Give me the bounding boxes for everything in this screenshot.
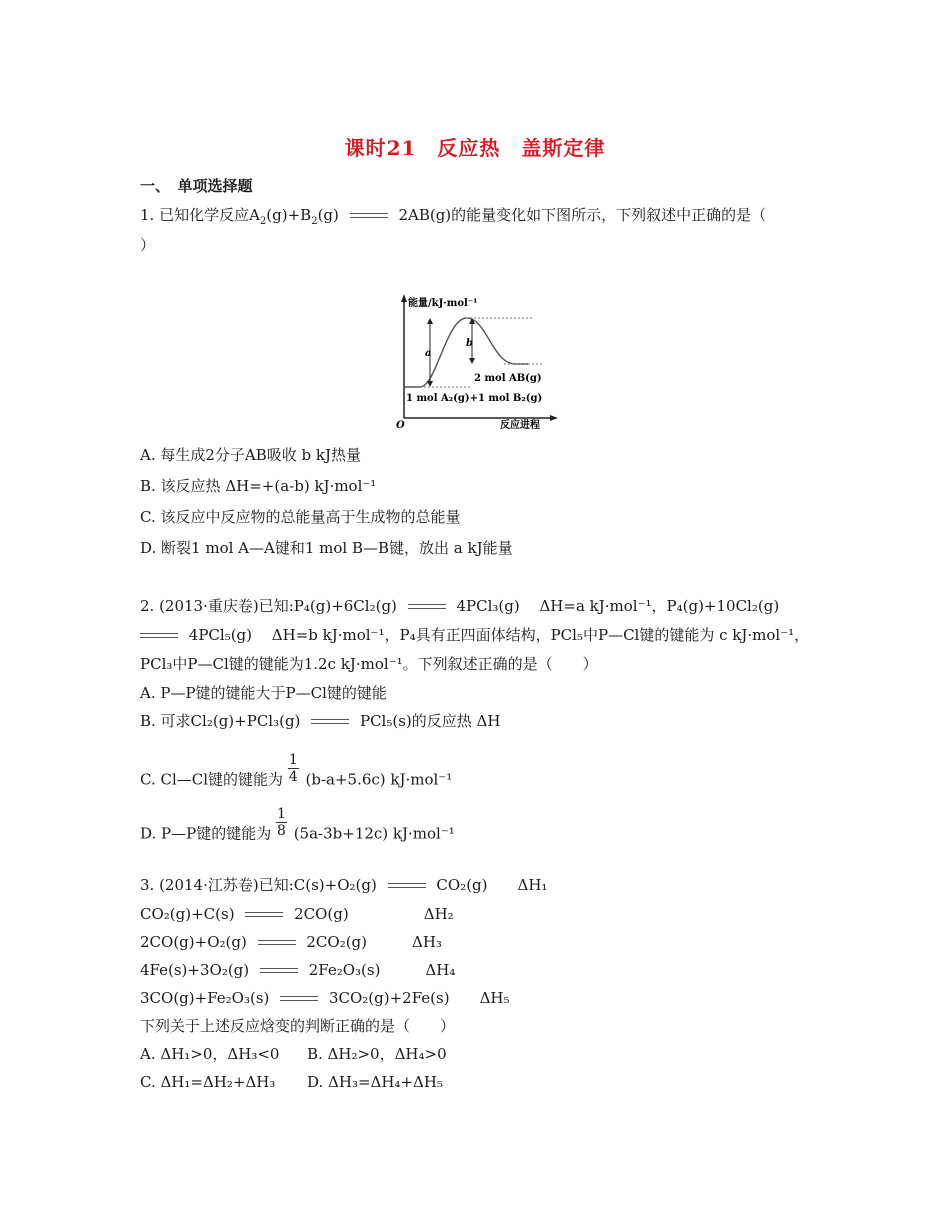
q1-stem-end: ） xyxy=(140,236,156,254)
q3-reaction-3: 2CO(g)+O₂(g) 2CO₂(g) ΔH₃ xyxy=(140,933,442,951)
fraction: $\frac{1}{4}$ xyxy=(288,752,298,785)
equals-sign-icon xyxy=(136,631,182,641)
q3-reaction-5: 3CO(g)+Fe₂O₃(s) 3CO₂(g)+2Fe(s) ΔH₅ xyxy=(140,989,510,1007)
x-axis-label: 反应进程 xyxy=(500,420,540,430)
q3-reaction-2: CO₂(g)+C(s) 2CO(g) ΔH₂ xyxy=(140,905,454,923)
equals-sign-icon xyxy=(254,938,300,948)
q1-stem: 1. 已知化学反应$A_2(g)+B_2(g)$ 2AB(g)的能量变化如下图所示，下列叙述中正确的是（ xyxy=(140,206,767,227)
reactant-label: 1 mol A₂(g)+1 mol B₂(g) xyxy=(406,393,543,404)
q1-option-c: C. 该反应中反应物的总能量高于生成物的总能量 xyxy=(140,508,461,526)
fraction: $\frac{1}{8}$ xyxy=(277,806,286,839)
product-label: 2 mol AB(g) xyxy=(474,373,542,384)
q3-option-d: D. ΔH₃=ΔH₄+ΔH₅ xyxy=(307,1073,443,1091)
q3-option-c: C. ΔH₁=ΔH₂+ΔH₃ xyxy=(140,1073,276,1091)
page-title: 课时21 反应热 盖斯定律 xyxy=(344,136,606,160)
q2-option-c: C. Cl—Cl键的键能为 $\frac{1}{4}$ (b-a+5.6c) kJ·mol⁻¹ xyxy=(140,752,453,789)
q2-stem-line-1: 2. (2013·重庆卷)已知:P₄(g)+6Cl₂(g) 4PCl₃(g) ΔH=a kJ·mol⁻¹，P₄(g)+10Cl₂(g) xyxy=(140,597,780,615)
q3-reaction-1: 3. (2014·江苏卷)已知:C(s)+O₂(g) CO₂(g) ΔH₁ xyxy=(140,876,548,894)
q2-option-b: B. 可求Cl₂(g)+PCl₃(g) PCl₅(s)的反应热 ΔH xyxy=(140,712,501,730)
q2-option-a: A. P—P键的键能大于P—Cl键的键能 xyxy=(140,684,387,702)
y-axis-label: 能量/kJ·mol⁻¹ xyxy=(408,298,478,309)
q2-stem-line-3: PCl₃中P—Cl键的键能为1.2c kJ·mol⁻¹。下列叙述正确的是（ ） xyxy=(140,655,598,673)
a-label: a xyxy=(425,348,432,359)
y-axis-arrow-icon xyxy=(401,294,407,302)
q1-option-b: B. 该反应热 ΔH=+(a-b) kJ·mol⁻¹ xyxy=(140,477,377,495)
equals-sign-icon xyxy=(384,881,430,891)
origin-label: O xyxy=(396,420,405,430)
q2-stem-line-2: 4PCl₅(g) ΔH=b kJ·mol⁻¹，P₄具有正四面体结构，PCl₅中P—Cl键的键能为 c kJ·mol⁻¹， xyxy=(140,625,809,645)
q1-option-a: A. 每生成2分子AB吸收 b kJ热量 xyxy=(140,446,362,464)
q2-option-d: D. P—P键的键能为 $\frac{1}{8}$ (5a-3b+12c) kJ·mol⁻¹ xyxy=(140,806,455,843)
q3-question: 下列关于上述反应焓变的判断正确的是（ ） xyxy=(140,1017,456,1035)
equals-sign-icon xyxy=(404,602,450,612)
x-axis-arrow-icon xyxy=(550,415,558,421)
equals-sign-icon xyxy=(307,717,353,727)
q1-option-d: D. 断裂1 mol A—A键和1 mol B—B键，放出 a kJ能量 xyxy=(140,539,513,557)
q3-option-b: B. ΔH₂>0，ΔH₄>0 xyxy=(307,1045,447,1063)
section-heading: 一、 单项选择题 xyxy=(140,177,253,195)
q3-reaction-4: 4Fe(s)+3O₂(g) 2Fe₂O₃(s) ΔH₄ xyxy=(140,961,456,979)
q3-option-a: A. ΔH₁>0，ΔH₃<0 xyxy=(140,1045,280,1063)
equals-sign-icon xyxy=(276,994,322,1004)
energy-diagram xyxy=(392,290,562,430)
equals-sign-icon xyxy=(256,966,302,976)
equals-sign-icon xyxy=(346,211,392,221)
equals-sign-icon xyxy=(241,910,287,920)
b-label: b xyxy=(466,338,473,349)
